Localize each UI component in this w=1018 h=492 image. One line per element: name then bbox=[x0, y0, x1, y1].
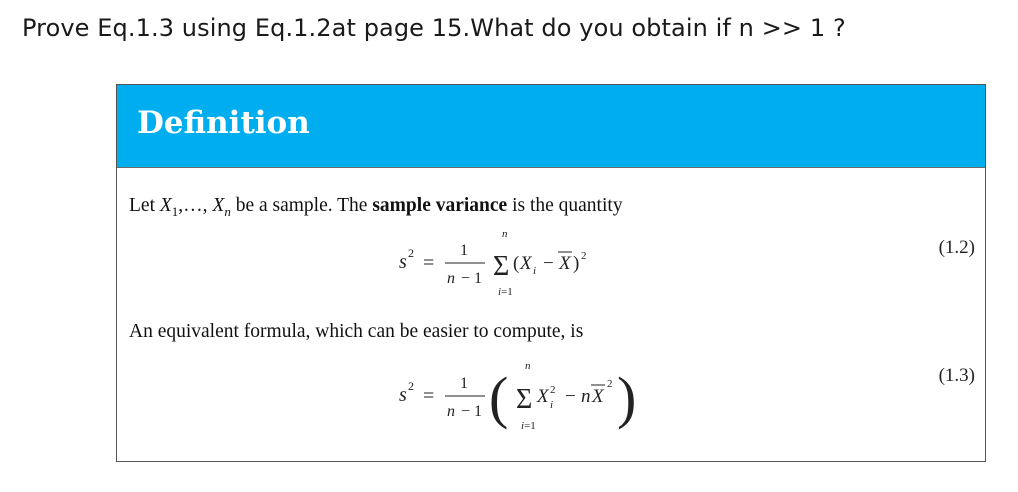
svg-text:X: X bbox=[592, 386, 604, 407]
svg-text:n: n bbox=[447, 403, 455, 420]
svg-text:): ) bbox=[573, 253, 580, 274]
definition-intro bbox=[129, 195, 623, 220]
svg-text:X: X bbox=[520, 253, 532, 274]
intro-sub-1: 1 bbox=[171, 203, 179, 219]
intro-prefix: Let bbox=[129, 195, 160, 216]
definition-title: Definition bbox=[137, 105, 310, 141]
intro-suffix: is the quantity bbox=[507, 195, 623, 216]
svg-text:s: s bbox=[399, 384, 407, 406]
svg-text:n: n bbox=[502, 228, 508, 240]
equation-1-3-number: (1.3) bbox=[938, 365, 975, 386]
svg-text:(: ( bbox=[489, 365, 509, 430]
svg-text:): ) bbox=[617, 365, 637, 430]
definition-box bbox=[116, 84, 986, 462]
svg-text:X: X bbox=[559, 253, 571, 274]
svg-text:i=1: i=1 bbox=[498, 286, 513, 298]
intro-ellipsis: ,…, bbox=[178, 195, 213, 216]
svg-text:X: X bbox=[537, 386, 549, 407]
intro-var-x1: X bbox=[159, 195, 172, 216]
intro-var-xn: X bbox=[212, 195, 225, 216]
svg-text:i: i bbox=[533, 265, 537, 277]
svg-text:s: s bbox=[399, 251, 407, 273]
svg-text:=: = bbox=[423, 252, 435, 274]
intro-middle: be a sample. The bbox=[230, 195, 373, 216]
intro-sub-n: n bbox=[224, 203, 231, 219]
svg-text:n: n bbox=[525, 360, 531, 372]
svg-text:2: 2 bbox=[408, 379, 414, 393]
svg-text:2: 2 bbox=[581, 250, 587, 262]
definition-header bbox=[117, 85, 985, 168]
svg-text:(: ( bbox=[513, 253, 520, 274]
equation-1-2-number: (1.2) bbox=[938, 237, 975, 258]
svg-text:−: − bbox=[543, 253, 554, 274]
svg-text:n: n bbox=[581, 386, 591, 407]
svg-text:i: i bbox=[550, 399, 554, 411]
svg-text:Σ: Σ bbox=[516, 384, 533, 415]
intro-bold-term: sample variance bbox=[372, 195, 508, 216]
svg-text:−: − bbox=[565, 386, 576, 407]
svg-text:=: = bbox=[423, 385, 435, 407]
svg-text:Σ: Σ bbox=[493, 251, 510, 282]
svg-text:2: 2 bbox=[550, 384, 556, 396]
svg-text:1: 1 bbox=[460, 375, 468, 392]
svg-text:2: 2 bbox=[408, 246, 414, 260]
svg-text:1: 1 bbox=[460, 242, 468, 259]
svg-text:− 1: − 1 bbox=[461, 403, 483, 420]
svg-text:n: n bbox=[447, 270, 455, 287]
equivalent-formula-text: An equivalent formula, which can be easier to compute, is bbox=[129, 321, 584, 342]
svg-text:− 1: − 1 bbox=[461, 270, 483, 287]
svg-text:i=1: i=1 bbox=[521, 420, 536, 432]
question-text: Prove Eq.1.3 using Eq.1.2at page 15.What do you obtain if n >> 1 ? bbox=[22, 14, 846, 42]
equation-1-2-formula bbox=[395, 223, 655, 305]
equation-1-3-formula bbox=[395, 351, 695, 441]
svg-text:2: 2 bbox=[607, 378, 613, 390]
